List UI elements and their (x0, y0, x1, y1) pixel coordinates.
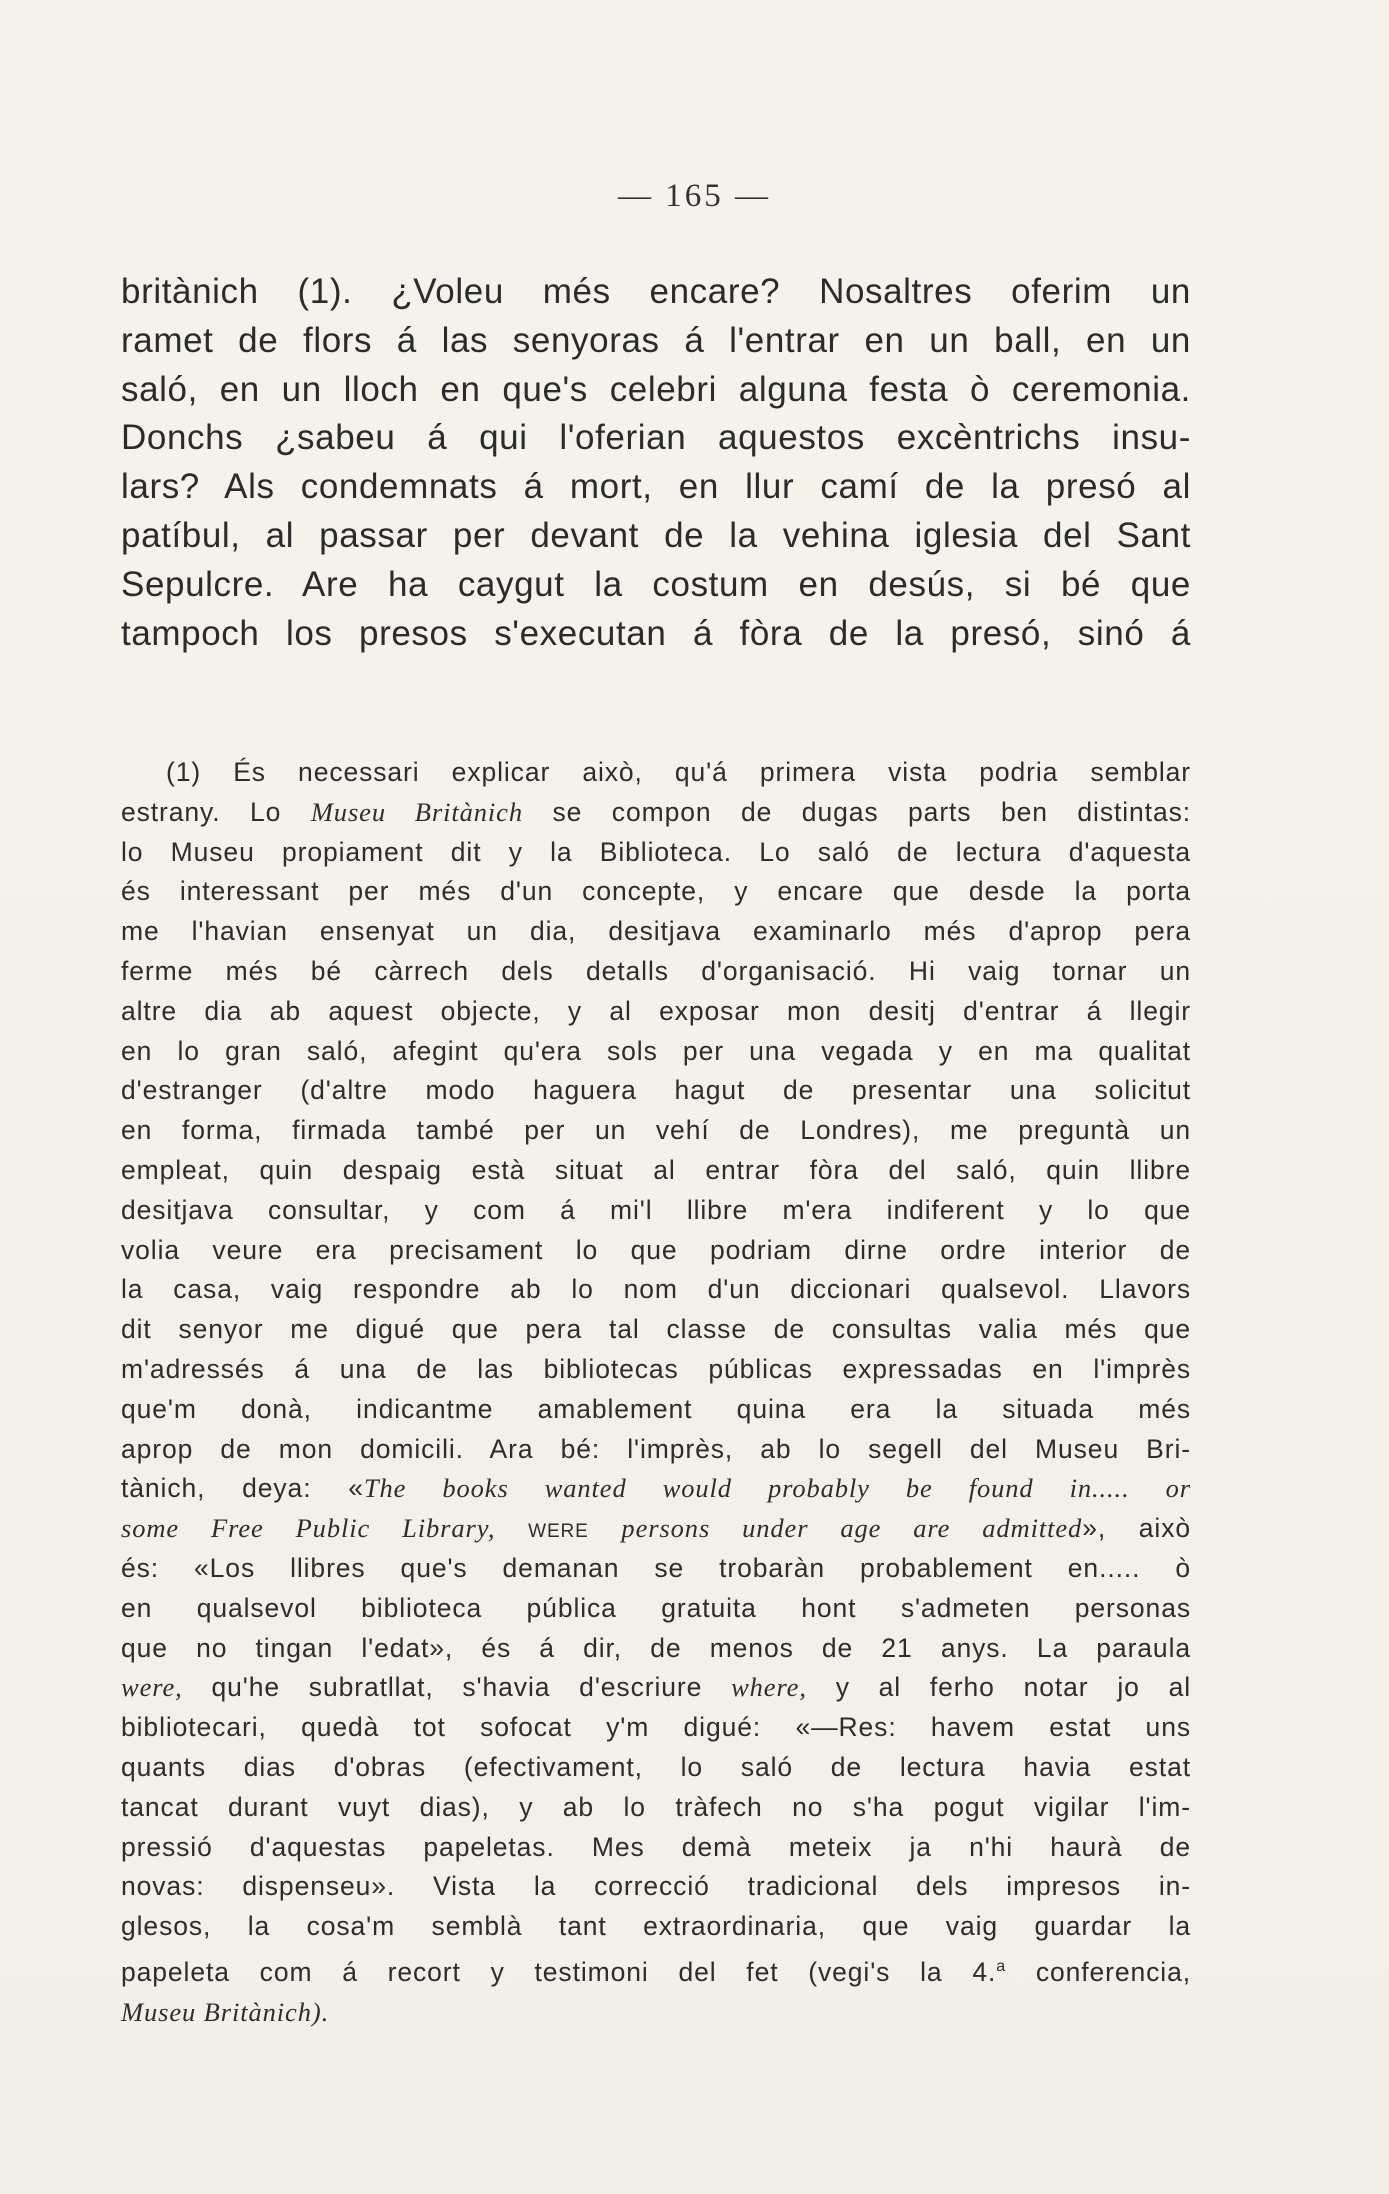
footnote-line: bibliotecari, quedà tot sofocat y'm digué: «—Res: havem estat uns (121, 1712, 1191, 1743)
footnote-line: en lo gran saló, afegint qu'era sols per una vegada y en ma qualitat (121, 1035, 1191, 1066)
footnote-line: lo Museu propiament dit y la Biblioteca. Lo saló de lectura d'aquesta (121, 836, 1191, 867)
footnote-line: tancat durant vuyt dias), y ab lo tràfech no s'ha pogut vigilar l'im- (121, 1791, 1191, 1822)
footnote-line: és: «Los llibres que's demanan se trobaràn probablement en..... ò (121, 1552, 1191, 1583)
footnote-line (121, 1947, 1191, 1993)
footnote-text: », això (1082, 1513, 1191, 1544)
main-line: tampoch los presos s'executan á fòra de la presó, sinó á (121, 613, 1191, 653)
footnote-line: desitjava consultar, y com á mi'l llibre m'era indiferent y lo que (121, 1194, 1191, 1225)
footnote-line: altre dia ab aquest objecte, y al exposar mon desitj d'entrar á llegir (121, 995, 1191, 1026)
main-line: saló, en un lloch en que's celebri alguna festa ò ceremonia. (121, 369, 1191, 409)
footnote-superscript: a (996, 1957, 1007, 1975)
footnote-text: papeleta com á recort y testimoni del fet (vegi's la 4. (121, 1956, 997, 1987)
footnote-line: me l'havian ensenyat un dia, desitjava examinarlo més d'aprop pera (121, 916, 1191, 947)
footnote-line: ferme més bé càrrech dels detalls d'organisació. Hi vaig tornar un (121, 955, 1191, 986)
footnote-line: pressió d'aquestas papeletas. Mes demà meteix ja n'hi haurà de (121, 1831, 1191, 1862)
footnote-line (121, 1668, 1191, 1708)
footnote-line (121, 1469, 1191, 1509)
footnote-italic: Museu Britànich (310, 796, 523, 827)
footnote-line: quants dias d'obras (efectivament, lo saló de lectura havia estat (121, 1751, 1191, 1782)
main-line: Donchs ¿sabeu á qui l'oferian aquestos excèntrichs insu- (121, 418, 1191, 458)
footnote-text: qu'he subratllat, s'havia d'escriure (182, 1672, 732, 1703)
footnote-line: que'm donà, indicantme amablement quina era la situada més (121, 1393, 1191, 1424)
main-line: patíbul, al passar per devant de la vehina iglesia del Sant (121, 515, 1191, 555)
footnote-text: y al ferho notar jo al (806, 1672, 1192, 1703)
footnote (121, 753, 1191, 2032)
footnote-line: novas: dispenseu». Vista la correcció tradicional dels impresos in- (121, 1871, 1191, 1902)
footnote-italic: The books wanted would probably be found in..... or (363, 1473, 1191, 1504)
footnote-text: tànich, deya: « (121, 1473, 364, 1504)
main-line: lars? Als condemnats á mort, en llur camí de la presó al (121, 467, 1191, 507)
footnote-line: la casa, vaig respondre ab lo nom d'un diccionari qualsevol. Llavors (121, 1274, 1191, 1305)
footnote-line: en forma, firmada també per un vehí de Londres), me preguntà un (121, 1115, 1191, 1146)
footnote-line: (1) És necessari explicar això, qu'á primera vista podria semblar (166, 757, 1191, 787)
main-line: Sepulcre. Are ha caygut la costum en desús, si bé que (121, 564, 1191, 604)
footnote-italic: some Free Public Library, (121, 1513, 496, 1544)
footnote-line: volia veure era precisament lo que podriam dirne ordre interior de (121, 1234, 1191, 1265)
main-line: ramet de flors á las senyoras á l'entrar en un ball, en un (121, 320, 1191, 360)
footnote-text: se compon de dugas parts ben distintas: (522, 796, 1191, 827)
footnote-line: d'estranger (d'altre modo haguera hagut de presentar una solicitut (121, 1075, 1191, 1106)
footnote-line: aprop de mon domicili. Ara bé: l'imprès, ab lo segell del Museu Bri- (121, 1433, 1191, 1464)
page-number: — 165 — (618, 178, 771, 214)
footnote-line: dit senyor me digué que pera tal classe de consultas valia més que (121, 1314, 1191, 1345)
footnote-line (121, 1509, 1191, 1549)
footnote-line: m'adressés á una de las bibliotecas públicas expressadas en l'imprès (121, 1353, 1191, 1384)
footnote-line: empleat, quin despaig està situat al entrar fòra del saló, quin llibre (121, 1154, 1191, 1185)
footnote-line (121, 793, 1191, 833)
footnote-line: Museu Britànich). (121, 1996, 330, 2027)
footnote-line: glesos, la cosa'm semblà tant extraordinaria, que vaig guardar la (121, 1911, 1191, 1942)
footnote-italic: were, (121, 1672, 183, 1703)
footnote-italic: where, (731, 1672, 807, 1703)
footnote-line: que no tingan l'edat», és á dir, de menos de 21 anys. La paraula (121, 1632, 1191, 1663)
footnote-line: en qualsevol biblioteca pública gratuita hont s'admeten personas (121, 1592, 1191, 1623)
main-line: britànich (1). ¿Voleu més encare? Nosaltres oferim un (121, 272, 1191, 311)
footnote-smallcaps: were (495, 1513, 622, 1544)
footnote-text: conferencia, (1006, 1956, 1191, 1987)
footnote-text: estrany. Lo (121, 796, 311, 827)
main-text (121, 268, 1191, 658)
footnote-line: és interessant per més d'un concepte, y encare que desde la porta (121, 876, 1191, 907)
footnote-italic: persons under age are admitted (621, 1513, 1083, 1544)
